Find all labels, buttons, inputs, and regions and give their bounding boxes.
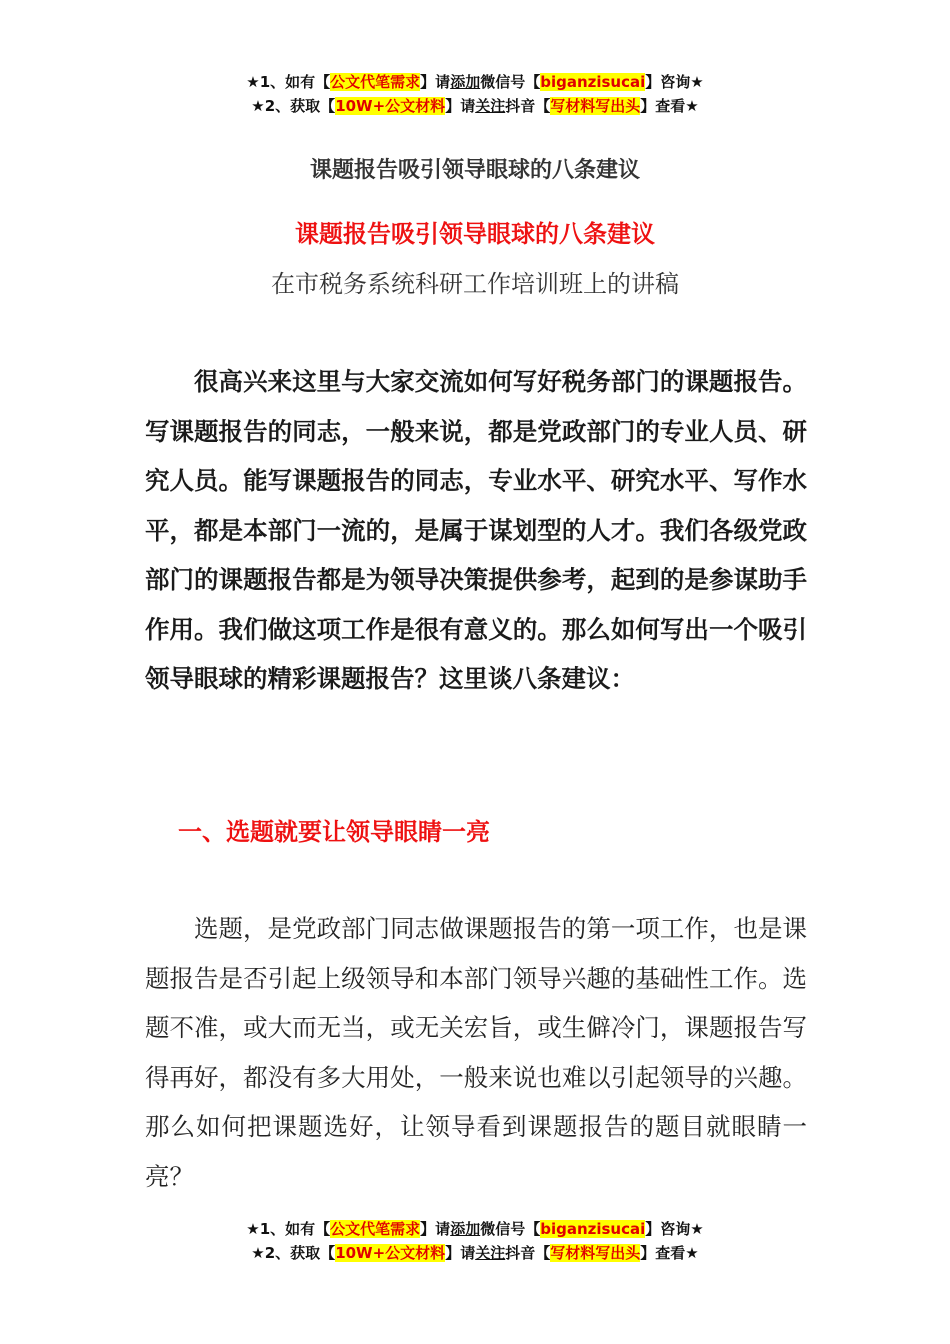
banner-highlight: 公文代笔需求 [330, 73, 421, 91]
banner-highlight: 10W+公文材料 [335, 97, 446, 115]
intro-paragraph: 很高兴来这里与大家交流如何写好税务部门的课题报告。写课题报告的同志，一般来说，都是党政部门的专业人员、研究人员。能写课题报告的同志，专业水平、研究水平、写作水平，都是本部门一流的，是属于谋划型的人才。我们各级党政部门的课题报告都是为领导决策提供参考，起到的是参谋助手作用。我们做这项工作是很有意义的。那么如何写出一个吸引领导眼球的精彩课题报告？这里谈八条建议： [145, 367, 807, 693]
banner-text: 】咨询★ [645, 1220, 704, 1238]
banner-line-2 [0, 96, 950, 116]
document-subtitle: 在市税务系统科研工作培训班上的讲稿 [271, 270, 679, 298]
banner-line-2 [0, 1243, 950, 1263]
banner-text: 】咨询★ [645, 73, 704, 91]
banner-highlight: 写材料写出头 [550, 97, 641, 115]
banner-text: 】请 [420, 1220, 451, 1238]
banner-highlight: 公文代笔需求 [330, 1220, 421, 1238]
banner-underlined: 添加 [450, 73, 481, 91]
banner-underlined: 关注 [475, 97, 506, 115]
banner-text: 】查看★ [640, 97, 699, 115]
banner-text: 微信号【 [480, 1220, 541, 1238]
banner-text: 微信号【 [480, 73, 541, 91]
banner-text: 】请 [445, 97, 476, 115]
banner-text: ★2、获取【 [251, 1244, 336, 1262]
banner-line-1 [0, 72, 950, 92]
banner-underlined: 关注 [475, 1244, 506, 1262]
banner-highlight: biganzisucai [540, 1220, 646, 1238]
banner-text: 抖音【 [505, 97, 551, 115]
document-title: 课题报告吸引领导眼球的八条建议 [309, 158, 640, 183]
banner-text: 抖音【 [505, 1244, 551, 1262]
banner-line-1 [0, 1219, 950, 1239]
banner-text: ★1、如有【 [246, 1220, 331, 1238]
banner-text: ★2、获取【 [251, 97, 336, 115]
banner-text: 】查看★ [640, 1244, 699, 1262]
section-1-heading: 一、选题就要让领导眼睛一亮 [178, 818, 490, 846]
section-1-paragraph: 选题，是党政部门同志做课题报告的第一项工作，也是课题报告是否引起上级领导和本部门领导兴趣的基础性工作。选题不准，或大而无当，或无关宏旨，或生僻冷门，课题报告写得再好，都没有多大用处，一般来说也难以引起领导的兴趣。那么如何把课题选好，让领导看到课题报告的题目就眼睛一亮？ [145, 914, 807, 1191]
banner-text: 】请 [445, 1244, 476, 1262]
banner-text: ★1、如有【 [246, 73, 331, 91]
banner-underlined: 添加 [450, 1220, 481, 1238]
banner-highlight: 10W+公文材料 [335, 1244, 446, 1262]
banner-text: 】请 [420, 73, 451, 91]
document-red-title: 课题报告吸引领导眼球的八条建议 [295, 220, 655, 248]
banner-highlight: biganzisucai [540, 73, 646, 91]
banner-highlight: 写材料写出头 [550, 1244, 641, 1262]
